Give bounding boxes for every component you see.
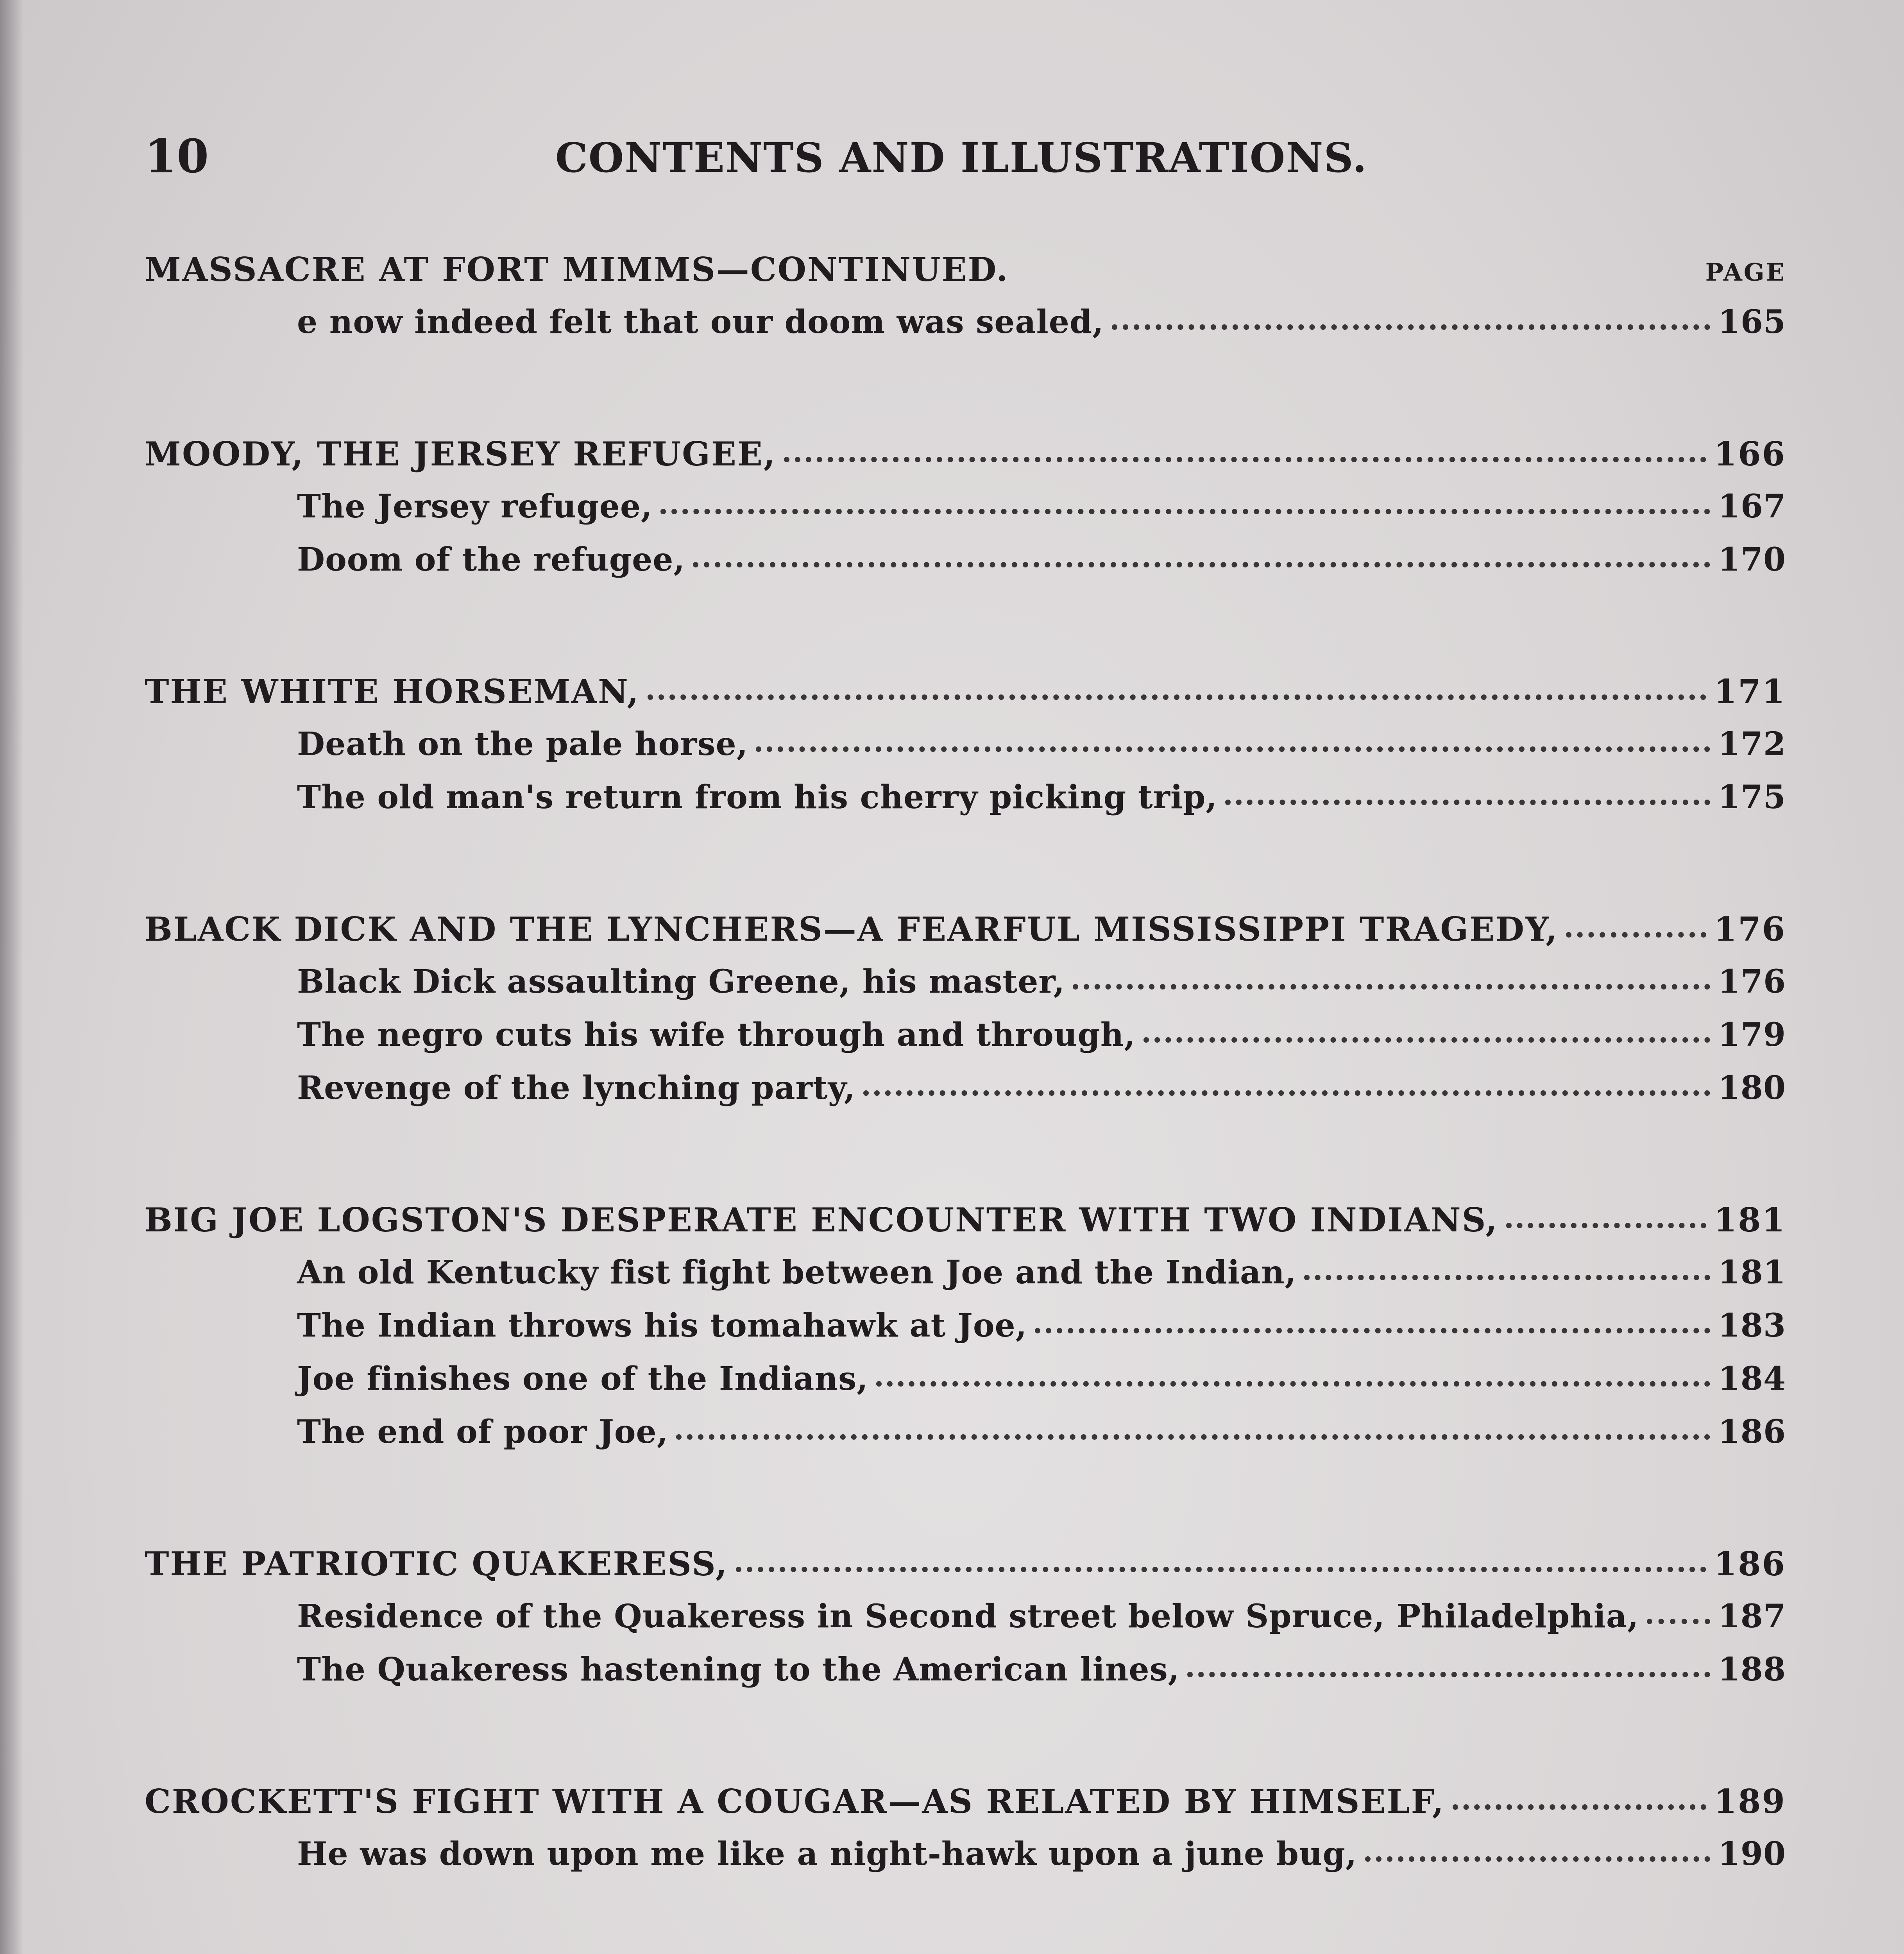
toc-entry-page-number: 175 <box>1718 778 1786 816</box>
dot-leader <box>1647 1619 1710 1624</box>
toc-entry-text: Black Dick assaulting Greene, his master, <box>297 963 1065 1000</box>
dot-leader <box>648 694 1706 700</box>
toc-entry <box>145 1069 1786 1122</box>
section-title-row-page-number: 171 <box>1714 672 1786 711</box>
toc-entry <box>145 1835 1786 1888</box>
toc-entry-page-number: 179 <box>1718 1016 1786 1054</box>
toc-entry-page-number: 186 <box>1718 1413 1786 1451</box>
section-title-row <box>145 1544 1786 1598</box>
dot-leader <box>1453 1804 1706 1810</box>
section-title-row-page-number: 189 <box>1714 1782 1786 1821</box>
running-title: CONTENTS AND ILLUSTRATIONS. <box>555 134 1368 182</box>
toc-entry-text: The negro cuts his wife through and through, <box>297 1016 1136 1054</box>
page-column-label: PAGE <box>1705 258 1786 286</box>
section-title-row-text: BIG JOE LOGSTON'S DESPERATE ENCOUNTER WITH TWO INDIANS, <box>145 1201 1498 1239</box>
toc-entry <box>145 1254 1786 1307</box>
dot-leader <box>1073 984 1710 990</box>
section-title-row-text: BLACK DICK AND THE LYNCHERS—A FEARFUL MISSISSIPPI TRAGEDY, <box>145 910 1559 948</box>
dot-leader <box>863 1090 1710 1096</box>
table-of-contents <box>145 250 1786 1954</box>
toc-entry-page-number: 188 <box>1718 1651 1786 1688</box>
dot-leader <box>1304 1275 1710 1280</box>
toc-entry <box>145 1360 1786 1413</box>
toc-entry <box>145 488 1786 541</box>
section-title-row-page-number: 186 <box>1714 1544 1786 1583</box>
dot-leader <box>1112 324 1710 330</box>
toc-section <box>145 1544 1786 1704</box>
dot-leader <box>876 1381 1710 1387</box>
toc-entry <box>145 541 1786 594</box>
toc-entry-text: Doom of the refugee, <box>297 541 685 578</box>
toc-entry-text: Residence of the Quakeress in Second street below Spruce, Philadelphia, <box>297 1598 1639 1635</box>
toc-section <box>145 672 1786 832</box>
section-title-row-page-number: 176 <box>1714 910 1786 948</box>
toc-entry-page-number: 176 <box>1718 963 1786 1000</box>
toc-entry <box>145 1307 1786 1360</box>
dot-leader <box>1143 1037 1710 1043</box>
toc-section-continued <box>145 250 1786 356</box>
toc-entry-text: Joe finishes one of the Indians, <box>297 1360 868 1398</box>
toc-entry-page-number: 184 <box>1718 1360 1786 1398</box>
section-title-row-text: CROCKETT'S FIGHT WITH A COUGAR—AS RELATED BY HIMSELF, <box>145 1782 1445 1821</box>
toc-entry-page-number: 165 <box>1718 303 1786 341</box>
toc-entry-text: An old Kentucky fist fight between Joe and the Indian, <box>297 1254 1297 1291</box>
section-title-row <box>145 1782 1786 1835</box>
toc-entry <box>145 1016 1786 1069</box>
section-title-row <box>145 1201 1786 1254</box>
toc-entry-page-number: 183 <box>1718 1307 1786 1344</box>
dot-leader <box>1566 932 1706 938</box>
toc-entry <box>145 1413 1786 1466</box>
toc-entry-text: The Indian throws his tomahawk at Joe, <box>297 1307 1027 1344</box>
toc-entry-page-number: 187 <box>1718 1598 1786 1635</box>
section-title-row <box>145 672 1786 725</box>
toc-entry-text: The Jersey refugee, <box>297 488 653 525</box>
page-number: 10 <box>145 129 209 183</box>
toc-section <box>145 435 1786 594</box>
section-title-row-page-number: 166 <box>1714 435 1786 473</box>
section-title-row-text: THE WHITE HORSEMAN, <box>145 672 640 711</box>
toc-entry <box>145 778 1786 832</box>
dot-leader <box>1187 1672 1710 1677</box>
section-title-row-text: THE PATRIOTIC QUAKERESS, <box>145 1544 728 1583</box>
section-title-row-page-number: 181 <box>1714 1201 1786 1239</box>
toc-entry-text: The Quakeress hastening to the American lines, <box>297 1651 1180 1688</box>
toc-entry-page-number: 172 <box>1718 725 1786 763</box>
toc-section <box>145 1201 1786 1466</box>
dot-leader <box>784 457 1706 462</box>
toc-entry <box>145 725 1786 778</box>
section-title-row <box>145 435 1786 488</box>
toc-entry-page-number: 170 <box>1718 541 1786 578</box>
toc-entry-page-number: 167 <box>1718 488 1786 525</box>
toc-section <box>145 1782 1786 1888</box>
toc-entry-page-number: 180 <box>1718 1069 1786 1107</box>
toc-entry-text: Revenge of the lynching party, <box>297 1069 856 1107</box>
page-edge <box>0 0 23 1954</box>
toc-entry <box>145 1651 1786 1704</box>
section-title: MASSACRE AT FORT MIMMS—CONTINUED. <box>145 250 1009 289</box>
toc-section <box>145 910 1786 1122</box>
dot-leader <box>1506 1223 1706 1228</box>
toc-entry-text: Death on the pale horse, <box>297 725 748 763</box>
dot-leader <box>1225 800 1710 805</box>
toc-entry-page-number: 190 <box>1718 1835 1786 1873</box>
section-title-row <box>145 910 1786 963</box>
toc-entry-text: He was down upon me like a night-hawk upon a june bug, <box>297 1835 1357 1873</box>
toc-entry <box>145 1598 1786 1651</box>
section-title-continued <box>145 250 1786 303</box>
dot-leader <box>1035 1328 1710 1333</box>
section-title-row-text: MOODY, THE JERSEY REFUGEE, <box>145 435 777 473</box>
toc-entry-text: The old man's return from his cherry picking trip, <box>297 778 1217 816</box>
dot-leader <box>693 562 1710 567</box>
toc-entry <box>145 303 1786 356</box>
toc-entry-text: e now indeed felt that our doom was sealed, <box>297 303 1104 341</box>
dot-leader <box>736 1567 1706 1572</box>
dot-leader <box>1365 1856 1710 1862</box>
dot-leader <box>676 1434 1710 1440</box>
dot-leader <box>660 509 1710 514</box>
toc-entry <box>145 963 1786 1016</box>
dot-leader <box>756 746 1710 752</box>
toc-entry-text: The end of poor Joe, <box>297 1413 669 1451</box>
toc-entry-page-number: 181 <box>1718 1254 1786 1291</box>
page-header <box>141 129 1782 188</box>
